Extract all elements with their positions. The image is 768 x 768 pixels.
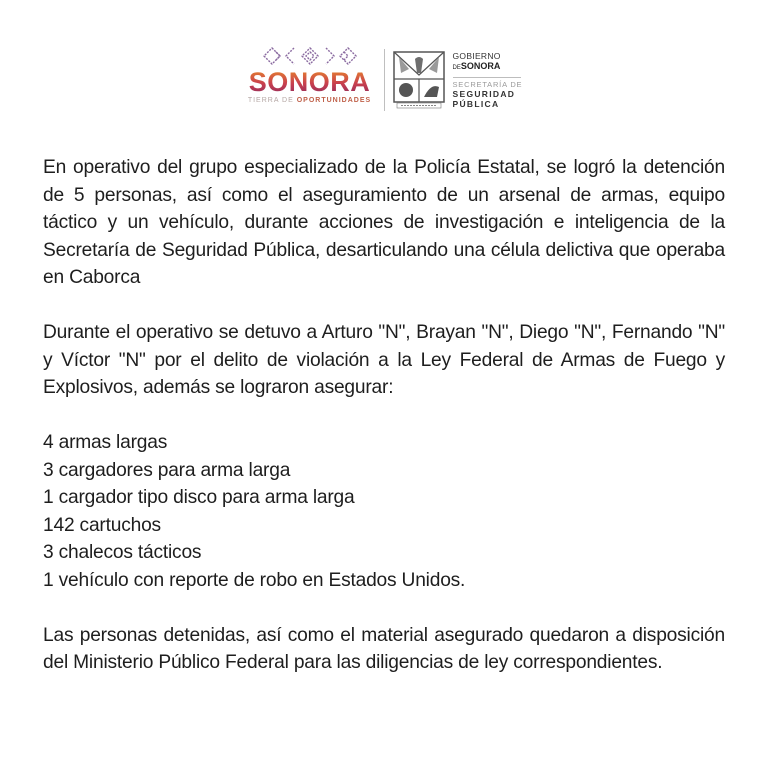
publica-label: PÚBLICA [452, 98, 500, 109]
paragraph-gap [43, 402, 725, 430]
list-item: 1 cargador tipo disco para arma larga [43, 487, 355, 508]
sonora-logo [240, 44, 380, 116]
sonora-bold-label: SONORA [460, 60, 501, 71]
paragraph-gap [43, 292, 725, 320]
gobierno-label: GOBIERNO [452, 50, 501, 61]
government-logo [393, 51, 529, 109]
paragraph-operation-summary: En operativo del grupo especializado de la Policía Estatal, se logró la detención de 5 personas, así como el aseguramiento de un arsenal de armas, equipo táctico y un vehículo, durante acciones de investigación e inteligencia de la Secretaría de Seguridad Pública, desarticulando una célula delictiva que operaba en Caborca [43, 157, 725, 288]
secretaria-label: SECRETARÍA DE [452, 79, 523, 89]
sonora-tagline [248, 97, 371, 104]
gov-rule [453, 77, 521, 78]
list-item: 4 armas largas [43, 432, 168, 453]
paragraph-disposition: Las personas detenidas, así como el material asegurado quedaron a disposición del Ministerio Público Federal para las diligencias de ley correspondientes. [43, 624, 725, 673]
logo-divider [384, 49, 385, 111]
sonora-pattern-icon [260, 44, 360, 68]
government-text [453, 52, 529, 109]
seized-items-list [43, 429, 725, 594]
de-label: DE [452, 64, 461, 71]
list-item: 3 chalecos tácticos [43, 542, 202, 563]
press-release-body [43, 154, 725, 677]
list-item: 3 cargadores para arma larga [43, 459, 291, 481]
list-item: 142 cartuchos [43, 514, 161, 536]
sonora-label [453, 61, 529, 74]
paragraph-detainees: Durante el operativo se detuvo a Arturo "N", Brayan "N", Diego "N", Fernando "N" y Víctor "N" por el delito de violación a la Ley Federal de Armas de Fuego y Explosivos, además se lograron asegurar: [43, 322, 725, 398]
tagline-bold: OPORTUNIDADES [296, 97, 372, 104]
tagline-light: TIERRA DE [247, 97, 297, 104]
list-item: 1 vehículo con reporte de robo en Estados Unidos. [43, 569, 466, 591]
paragraph-gap [43, 594, 725, 622]
header-logos [0, 42, 768, 118]
sonora-coat-of-arms-icon [393, 51, 445, 109]
sonora-wordmark: SONORA [248, 67, 371, 97]
seguridad-label: SEGURIDAD [452, 88, 516, 99]
